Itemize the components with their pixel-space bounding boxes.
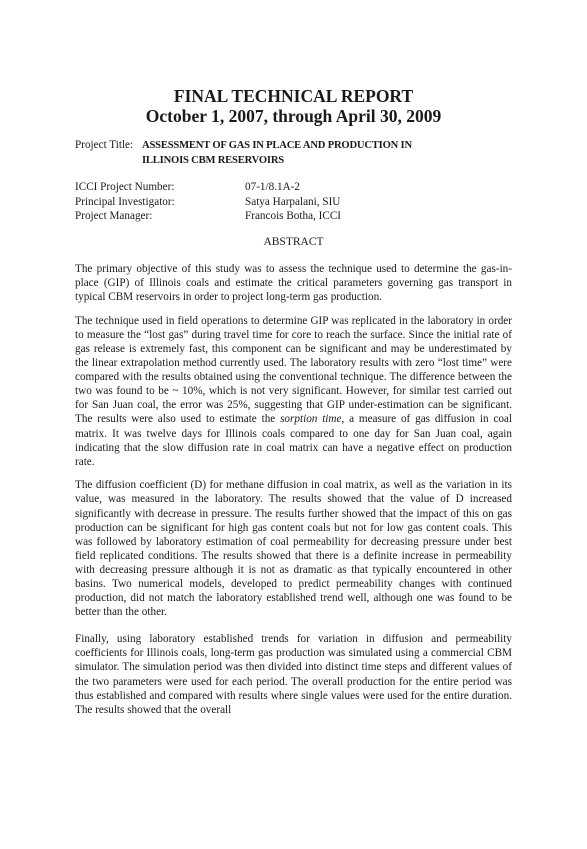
project-title-line2: ILLINOIS CBM RESERVOIRS — [142, 155, 284, 166]
info-label: ICCI Project Number: — [75, 181, 175, 193]
project-title-line1: ASSESSMENT OF GAS IN PLACE AND PRODUCTION IN — [142, 140, 412, 151]
abstract-heading: ABSTRACT — [263, 236, 324, 248]
info-row-project-number — [75, 180, 515, 195]
report-title: FINAL TECHNICAL REPORT — [173, 86, 414, 106]
abstract-body — [75, 262, 512, 726]
emphasis-sorption-time: sorption time — [280, 413, 342, 426]
info-row-principal-investigator — [75, 195, 515, 210]
info-value: 07-1/8.1A-2 — [245, 181, 300, 193]
info-value: Francois Botha, ICCI — [245, 210, 342, 222]
abstract-paragraph-2 — [75, 314, 512, 469]
project-title-label: Project Title: — [75, 139, 134, 151]
report-period: October 1, 2007, through April 30, 2009 — [145, 106, 442, 126]
info-value: Satya Harpalani, SIU — [245, 195, 341, 208]
project-info — [75, 180, 515, 224]
info-label: Principal Investigator: — [75, 195, 175, 208]
info-row-project-manager — [75, 209, 515, 224]
paragraph-text: The technique used in field operations to determine GIP was replicated in the laboratory in order to measure the “lost gas” during travel time for core to reach the surface. Since the initial rate of gas release is extremely fast, this component can be significant and may be underestimated by the linear extrapolation method currently used. The laboratory results with zero “lost time” were compared with the results obtained using the conventional technique. The difference between the two was found to be ~ 10%, which is not very significant. However, for similar test carried out for San Juan coal, the error was 25%, suggesting that GIP under-estimation can be significant. The results were also used to estimate the — [75, 314, 512, 426]
paragraph-text: , a measure of gas diffusion in coal matrix. It was twelve days for Illinois coals compared to one day for San Juan coal, again indicating that the slow diffusion rate in coal matrix can have a negative effect on production rate. — [75, 413, 513, 468]
info-label: Project Manager: — [75, 210, 153, 222]
abstract-paragraph-3: The diffusion coefficient (D) for methane diffusion in coal matrix, as well as the variation in its value, was measured in the laboratory. The results showed that the value of D increased significantly with decrease in pressure. The results further showed that the impact of this on gas production can be significant for high gas content coals but not for low gas content coals. This was followed by laboratory estimation of coal permeability for decreasing pressure under best field replicated conditions. The results showed that there is a definite increase in permeability with decreasing pressure although it is not as dramatic as that typically encountered in other basins. Two numerical models, developed to predict permeability changes with continued production, did not match the laboratory established trend well, although one was found to be better than the other. — [75, 479, 512, 619]
abstract-paragraph-1: The primary objective of this study was to assess the technique used to determine the gas-in-place (GIP) of Illinois coals and estimate the critical parameters governing gas transport in typical CBM reservoirs in order to project long-term gas production. — [75, 263, 512, 304]
abstract-paragraph-4: Finally, using laboratory established trends for variation in diffusion and permeability coefficients for Illinois coals, long-term gas production was simulated using a commercial CBM simulator. The simulation period was then divided into distinct time steps and different values of the two parameters were used for each period. The overall production for the entire period was thus established and compared with results where single values were used for the entire duration. The results showed that the overall — [75, 633, 512, 716]
project-title-value — [142, 138, 522, 168]
